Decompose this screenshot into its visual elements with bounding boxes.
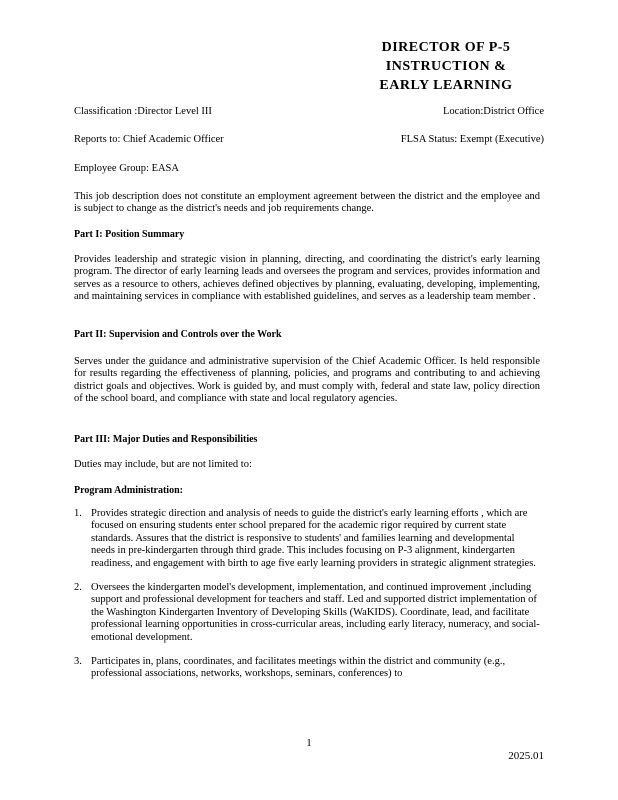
title-line-3: EARLY LEARNING — [379, 78, 513, 93]
duties-list — [74, 508, 540, 693]
part1-summary: Provides leadership and strategic vision in planning, directing, and coordinating the district's early learning program. The director of early learning leads and oversees the program and services, provides information and serves as a resource to others, achieves defined objectives by planning, evaluating, developing, implementing, and maintaining services in compliance with established guidelines, and serves as a leadership team member . — [74, 254, 540, 303]
location: Location:District Office — [443, 106, 544, 117]
list-item — [74, 656, 540, 681]
disclaimer-paragraph: This job description does not constitute an employment agreement between the district and the employee and is subject to change as the district's needs and job requirements change. — [74, 191, 540, 215]
item-text: Provides strategic direction and analysis of needs to guide the district's early learning efforts , which are focused on ensuring students enter school prepared for the academic rigor required by current state standards. Assures that the district is responsive to students' and families learning and developmental needs in pre-kindergarten through third grade. This includes focusing on P-3 alignment, kindergarten readiness, and engagement with birth to age five early learning providers in strategic alignment strategies. — [91, 508, 536, 569]
employee-group: Employee Group: EASA — [74, 163, 179, 174]
document-title — [336, 38, 556, 95]
item-text: Participates in, plans, coordinates, and facilitates meetings within the district and community (e.g., professional associations, networks, workshops, seminars, conferences) to — [91, 656, 506, 680]
part2-text: Serves under the guidance and administrative supervision of the Chief Academic Officer. Is held responsible for results regarding the effectiveness of planning, policies, and programs and contributing to and achieving district goals and objectives. Work is guided by, and must comply with, federal and state law, policy direction of the school board, and compliance with state and local regulatory agencies. — [74, 356, 540, 405]
list-item — [74, 508, 540, 570]
title-line-1: DIRECTOR OF P-5 — [381, 40, 511, 55]
page-number: 1 — [306, 737, 312, 749]
classification: Classification :Director Level III — [74, 106, 212, 117]
reports-to: Reports to: Chief Academic Officer — [74, 134, 224, 145]
title-line-2: INSTRUCTION & — [385, 59, 507, 74]
flsa-status: FLSA Status: Exempt (Executive) — [400, 134, 544, 145]
item-text: Oversees the kindergarten model's development, implementation, and continued improvement ,including support and professional development for teachers and staff. Led and supported district implementation of the Washington Kindergarten Inventory of Developing Skills (WaKIDS). Coordinate, lead, and facilitate professional learning opportunities in cross-curricular areas, including early literacy, numeracy, and social-emotional development. — [91, 582, 540, 643]
item-number: 3. — [74, 656, 82, 668]
item-number: 2. — [74, 582, 82, 594]
revision-code: 2025.01 — [508, 750, 544, 762]
item-number: 1. — [74, 508, 82, 519]
part3-heading: Part III: Major Duties and Responsibilities — [74, 434, 258, 445]
duties-intro: Duties may include, but are not limited to: — [74, 459, 252, 470]
part1-heading: Part I: Position Summary — [74, 229, 185, 240]
program-administration-heading: Program Administration: — [74, 485, 183, 496]
list-item — [74, 582, 540, 644]
part2-heading: Part II: Supervision and Controls over the Work — [74, 329, 282, 340]
